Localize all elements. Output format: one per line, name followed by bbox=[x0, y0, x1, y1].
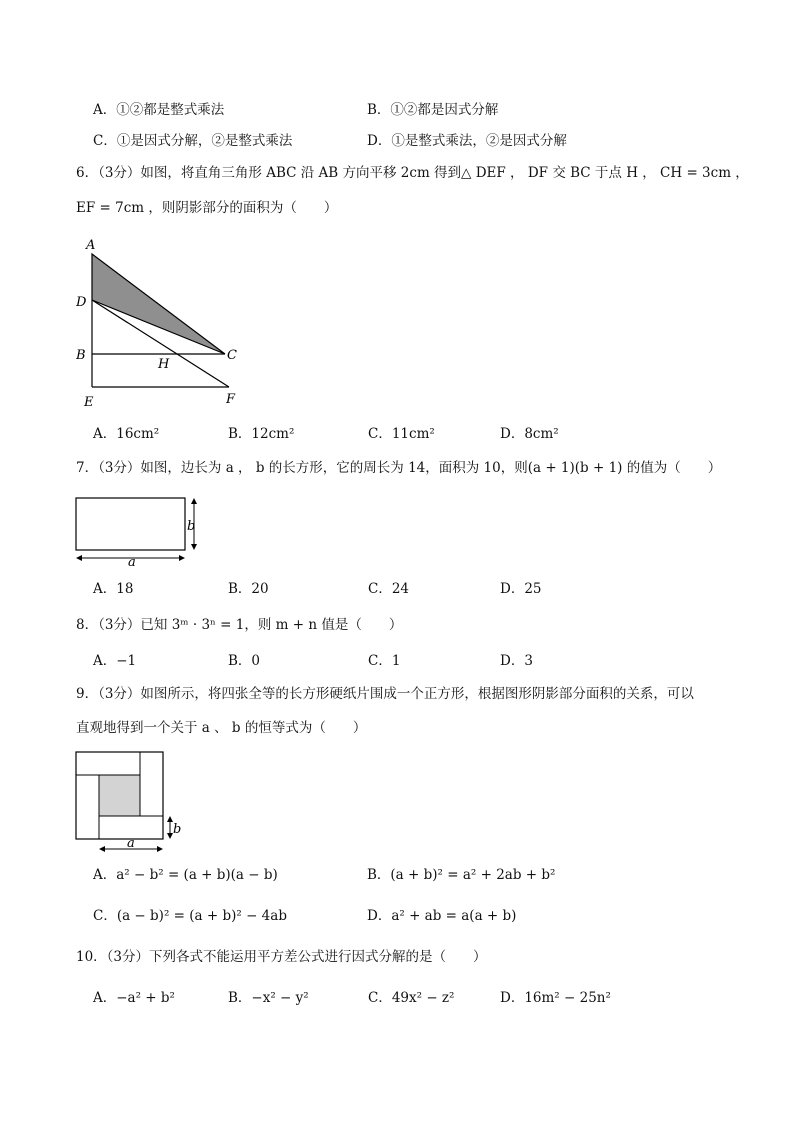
q8-option-c: C．1 bbox=[368, 653, 401, 669]
q6-label-e: E bbox=[84, 395, 94, 410]
q6-stem-line1: 6．（3分）如图，将直角三角形 ABC 沿 AB 方向平移 2cm 得到△ DEF ， DF 交 BC 于点 H ， CH = 3cm ， bbox=[76, 165, 749, 181]
q6-shaded-region bbox=[92, 254, 225, 354]
q7-arrowhead-a-left bbox=[76, 555, 82, 561]
q9-arrowhead-a-left bbox=[99, 846, 105, 852]
q6-option-b: B．12cm² bbox=[228, 426, 295, 442]
q8-option-b: B．0 bbox=[228, 653, 261, 669]
q7-label-b: b bbox=[187, 519, 196, 534]
q9-label-a: a bbox=[127, 836, 135, 851]
q7-label-a: a bbox=[128, 555, 136, 570]
q5-option-d: D．①是整式乘法，②是因式分解 bbox=[367, 133, 567, 149]
q9-square-figure bbox=[70, 746, 190, 858]
q7-rectangle bbox=[76, 498, 185, 550]
q5-option-c: C．①是因式分解，②是整式乘法 bbox=[93, 133, 293, 149]
q9-stem-line1: 9．（3分）如图所示，将四张全等的长方形硬纸片围成一个正方形，根据图形阴影部分面积的关系，可以 bbox=[76, 686, 694, 702]
q8-option-a: A．−1 bbox=[93, 653, 137, 669]
q7-arrowhead-b-bottom bbox=[191, 544, 197, 550]
q7-option-d: D．25 bbox=[500, 581, 542, 597]
q8-stem: 8．（3分）已知 3ᵐ · 3ⁿ = 1，则 m + n 值是（ ） bbox=[76, 617, 403, 633]
q10-option-a: A．−a² + b² bbox=[93, 990, 175, 1006]
q6-triangle-figure bbox=[76, 234, 256, 410]
q6-label-h: H bbox=[158, 357, 170, 372]
q9-stem-line2: 直观地得到一个关于 a 、 b 的恒等式为（ ） bbox=[76, 720, 367, 736]
q10-option-c: C．49x² − z² bbox=[368, 990, 455, 1006]
q9-option-b: B．(a + b)² = a² + 2ab + b² bbox=[367, 867, 556, 883]
q7-arrowhead-a-right bbox=[179, 555, 185, 561]
q6-label-c: C bbox=[227, 348, 237, 363]
q10-stem: 10．（3分）下列各式不能运用平方差公式进行因式分解的是（ ） bbox=[76, 949, 487, 965]
q6-label-a: A bbox=[86, 238, 96, 253]
q9-option-d: D．a² + ab = a(a + b) bbox=[367, 908, 517, 924]
q9-label-b: b bbox=[173, 822, 182, 837]
q9-shaded-square bbox=[99, 775, 140, 816]
q6-label-f: F bbox=[226, 392, 236, 407]
q6-option-c: C．11cm² bbox=[368, 426, 435, 442]
q10-option-d: D．16m² − 25n² bbox=[500, 990, 611, 1006]
q6-label-b: B bbox=[76, 348, 86, 363]
q6-label-d: D bbox=[76, 295, 87, 310]
q9-option-c: C．(a − b)² = (a + b)² − 4ab bbox=[93, 908, 287, 924]
q10-option-b: B．−x² − y² bbox=[228, 990, 309, 1006]
q6-option-a: A．16cm² bbox=[93, 426, 160, 442]
q7-option-a: A．18 bbox=[93, 581, 134, 597]
q7-rectangle-figure bbox=[70, 492, 210, 572]
q9-arrowhead-a-right bbox=[157, 846, 163, 852]
q9-option-a: A．a² − b² = (a + b)(a − b) bbox=[93, 867, 278, 883]
q7-stem: 7．（3分）如图，边长为 a ， b 的长方形，它的周长为 14，面积为 10，则(a + 1)(b + 1) 的值为（ ） bbox=[76, 460, 722, 476]
q7-option-b: B．20 bbox=[228, 581, 269, 597]
q5-option-b: B．①②都是因式分解 bbox=[367, 102, 499, 118]
q7-arrowhead-b-top bbox=[191, 498, 197, 504]
q6-option-d: D．8cm² bbox=[500, 426, 559, 442]
q7-option-c: C．24 bbox=[368, 581, 410, 597]
q8-option-d: D．3 bbox=[500, 653, 533, 669]
q6-stem-line2: EF = 7cm ，则阴影部分的面积为（ ） bbox=[76, 200, 338, 216]
q5-option-a: A．①②都是整式乘法 bbox=[93, 102, 225, 118]
